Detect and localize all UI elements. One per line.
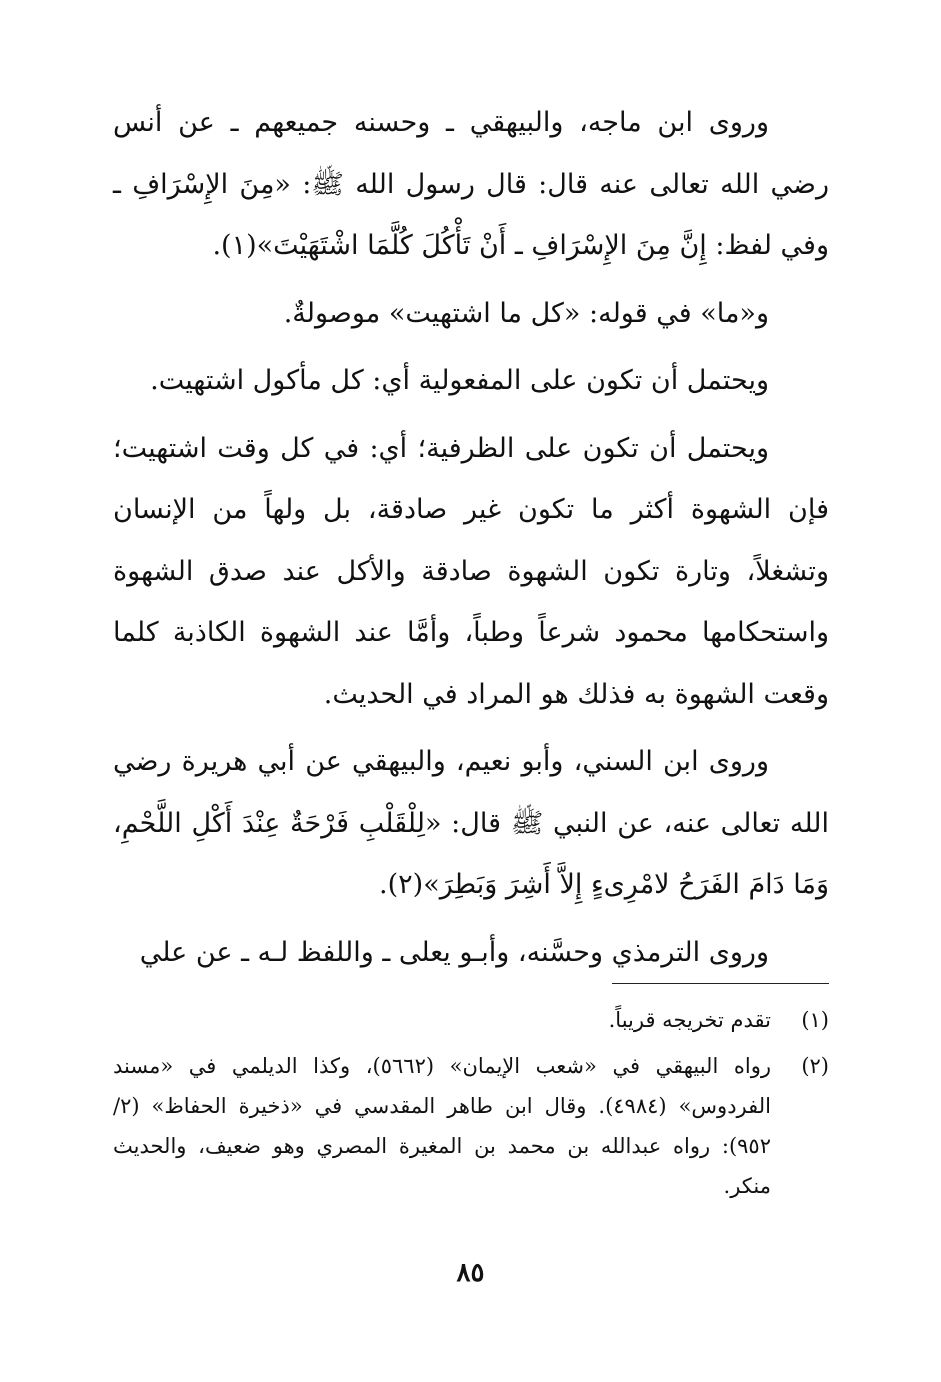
page-number: ٨٥ <box>456 1258 485 1288</box>
paragraph-4: ويحتمل أن تكون على الظرفية؛ أي: في كل وقت اشتهيت؛ فإن الشهوة أكثر ما تكون غير صادقة، بل ولهاً من الإنسان وتشغلاً، وتارة تكون الشهوة صادقة والأكل عند صدق الشهوة واستحكامها محمود شرعاً وطباً، وأمَّا عند الشهوة الكاذبة كلما وقعت الشهوة به فذلك هو المراد في الحديث. <box>113 432 829 710</box>
paragraph-5: وروى ابن السني، وأبو نعيم، والبيهقي عن أبي هريرة رضي الله تعالى عنه، عن النبي ﷺ قال: «لِلْقَلْبِ فَرْحَةٌ عِنْدَ أَكْلِ اللَّحْمِ، وَمَا دَامَ الفَرَحُ لامْرِىءٍ إِلاَّ أَشِرَ وَبَطِرَ»(٢). <box>113 746 829 900</box>
footnote-2 <box>113 1046 829 1206</box>
footnote-divider <box>612 983 829 984</box>
footnote-number: (١) <box>801 1008 829 1032</box>
footnote-text: رواه البيهقي في «شعب الإيمان» (٥٦٦٢)، وكذا الديلمي في «مسند الفردوس» (٤٩٨٤). وقال ابن طاهر المقدسي في «ذخيرة الحفاظ» (٢/ ٩٥٢): رواه عبدالله بن محمد بن المغيرة المصري وهو ضعيف، والحديث منكر. <box>113 1054 771 1198</box>
footnotes <box>113 1000 829 1212</box>
footnote-1 <box>113 1000 829 1040</box>
footnote-text: تقدم تخريجه قريباً. <box>608 1008 771 1032</box>
paragraph-1: وروى ابن ماجه، والبيهقي ـ وحسنه جميعهم ـ عن أنس رضي الله تعالى عنه قال: قال رسول الله ﷺ: «مِنَ الإِسْرَافِ ـ وفي لفظ: إِنَّ مِنَ الإِسْرَافِ ـ أَنْ تَأْكُلَ كُلَّمَا اشْتَهَيْتَ»(١). <box>113 107 829 261</box>
paragraph-2: و«ما» في قوله: «كل ما اشتهيت» موصولةٌ. <box>283 297 769 329</box>
paragraph-3: ويحتمل أن تكون على المفعولية أي: كل مأكول اشتهيت. <box>150 365 769 396</box>
paragraph-6: وروى الترمذي وحسَّنه، وأبـو يعلى ـ واللفظ لـه ـ عن علي <box>139 936 769 968</box>
main-text <box>113 92 829 983</box>
footnote-number: (٢) <box>801 1054 829 1078</box>
